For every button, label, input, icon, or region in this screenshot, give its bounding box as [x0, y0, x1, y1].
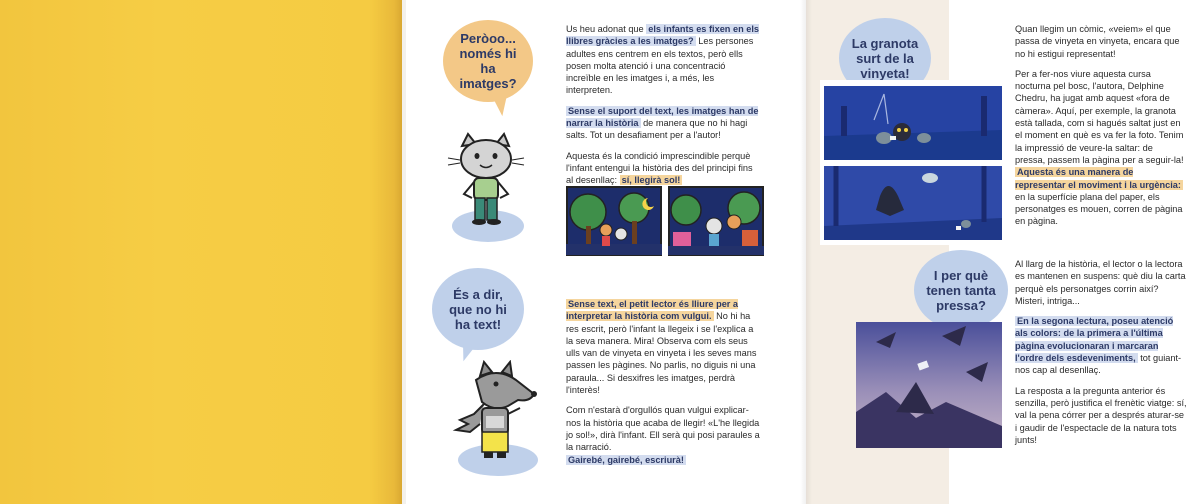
paragraph-1: Quan llegim un còmic, «veiem» el que passa de vinyeta en vinyeta, encara que no hi estigui representat! [1015, 24, 1180, 59]
paragraph-5: Com n'estarà d'orgullós quan vulgui explicar-nos la història que acaba de llegir! «L'he llegida jo sol!», dirà l'infant. Ell serà qui posi paraules a la narració. Gairebé, gairebé, escriurà! [566, 405, 760, 465]
highlight: Sense text, el petit lector és lliure per a interpretar la història com vulgui. [566, 299, 739, 322]
speech-bubble-text: La granota surt de la vinyeta! [851, 35, 919, 81]
cat-character-illustration [446, 132, 526, 244]
speech-bubble-text: I per què tenen tanta pressa? [926, 267, 996, 313]
highlight: sí, llegirà sol! [621, 175, 681, 186]
speech-bubble-text: Peròoo... només hi ha imatges? [459, 31, 517, 91]
comic-panel-dusk-birds [856, 322, 1002, 448]
wolf-character-illustration [446, 360, 542, 480]
page-gutter [800, 0, 812, 504]
paragraph-2: Per a fer-nos viure aquesta cursa nocturna pel bosc, l'autora, Delphine Chedru, ha jugat amb aquest «fora de càmera». Aquí, per exemple, la granota està tallada, com si hagués saltat just en el moment en què es va fer la foto. Tenim la impressió de veure-la saltar: de pressa, passem la pàgina per a seguir-la! Aquesta és una manera de representar el moviment i la urgència: en la superfície plana del paper, els personatges es mouen, corren de pàgina en pàgina. [1015, 68, 1184, 227]
paragraph-5: La resposta a la pregunta anterior és senzilla, però justifica el frenètic viatge: sí, val la pena córrer per a després aturar-se i gaudir de l'espectacle de la natura tots junts! [1015, 385, 1187, 445]
paragraph-3: Al llarg de la història, el lector o la lectora es mantenen en suspens: què diu la carta perquè els personatges corrin així? Misteri, intriga... [1015, 259, 1186, 306]
text-block-comic [1015, 23, 1185, 236]
night-forest-panels [820, 80, 1006, 245]
paragraph-2: Sense el suport del text, les imatges han de narrar la història de manera que no hi hagi salts. Tot un desafiament per a l'autor! [566, 105, 759, 141]
speech-bubble-text: És a dir, que no hi ha text! [449, 286, 507, 332]
paragraph-4: En la segona lectura, poseu atenció als colors: de la primera a l'última pàgina evolucionaran i marcaran l'ordre dels esdeveniments, tot guiant-nos cap al desenllaç. [1015, 316, 1182, 376]
comic-panel-frog-bottom [824, 166, 1002, 240]
speech-bubble-no-text [432, 268, 524, 350]
book-cover [0, 0, 402, 504]
right-page [806, 0, 1200, 504]
highlight: Aquesta és una manera de representar el moviment i la urgència: [1015, 167, 1181, 190]
speech-bubble-hurry [914, 250, 1008, 330]
paragraph-1: Us heu adonat que els infants es fixen en els llibres gràcies a les imatges? Les persones adultes ens centrem en els textos, però ells posen molta atenció i una concentració increïble en les imatges i, a més, les interpreten. [566, 24, 760, 96]
comic-panel-forest-night [566, 186, 662, 256]
left-page [406, 0, 806, 504]
text-block-images [566, 23, 762, 195]
highlight: els infants es fixen en els llibres gràcies a les imatges? [566, 24, 760, 47]
highlight: Gairebé, gairebé, escriurà! [568, 454, 684, 465]
text-block-no-text [566, 298, 762, 474]
paragraph-4: Sense text, el petit lector és lliure per a interpretar la història com vulgui. No hi ha res escrit, però l'infant la llegeix i se l'explica a la seva manera. Mira! Observa com els seus ulls van de vinyeta en vinyeta i les seves mans passen les pàgines. No parlis, no diguis ni una paraula... Si desxifres les imatges, perdrà l'interès! [566, 299, 757, 396]
text-block-colors [1015, 258, 1187, 454]
comic-panel-frog-top [824, 86, 1002, 160]
paragraph-3: Aquesta és la condició imprescindible perquè l'infant entengui la història des del principi fins al desenllaç: sí, llegirà sol! [566, 150, 753, 186]
highlight: Sense el suport del text, les imatges han de narrar la història [566, 105, 759, 129]
comic-panel-characters [668, 186, 764, 256]
speech-bubble-imatges [443, 20, 533, 102]
highlight: En la segona lectura, poseu atenció als colors: de la primera a l'última pàgina evolucionaran i marcaran l'ordre dels esdeveniments, [1015, 316, 1174, 364]
